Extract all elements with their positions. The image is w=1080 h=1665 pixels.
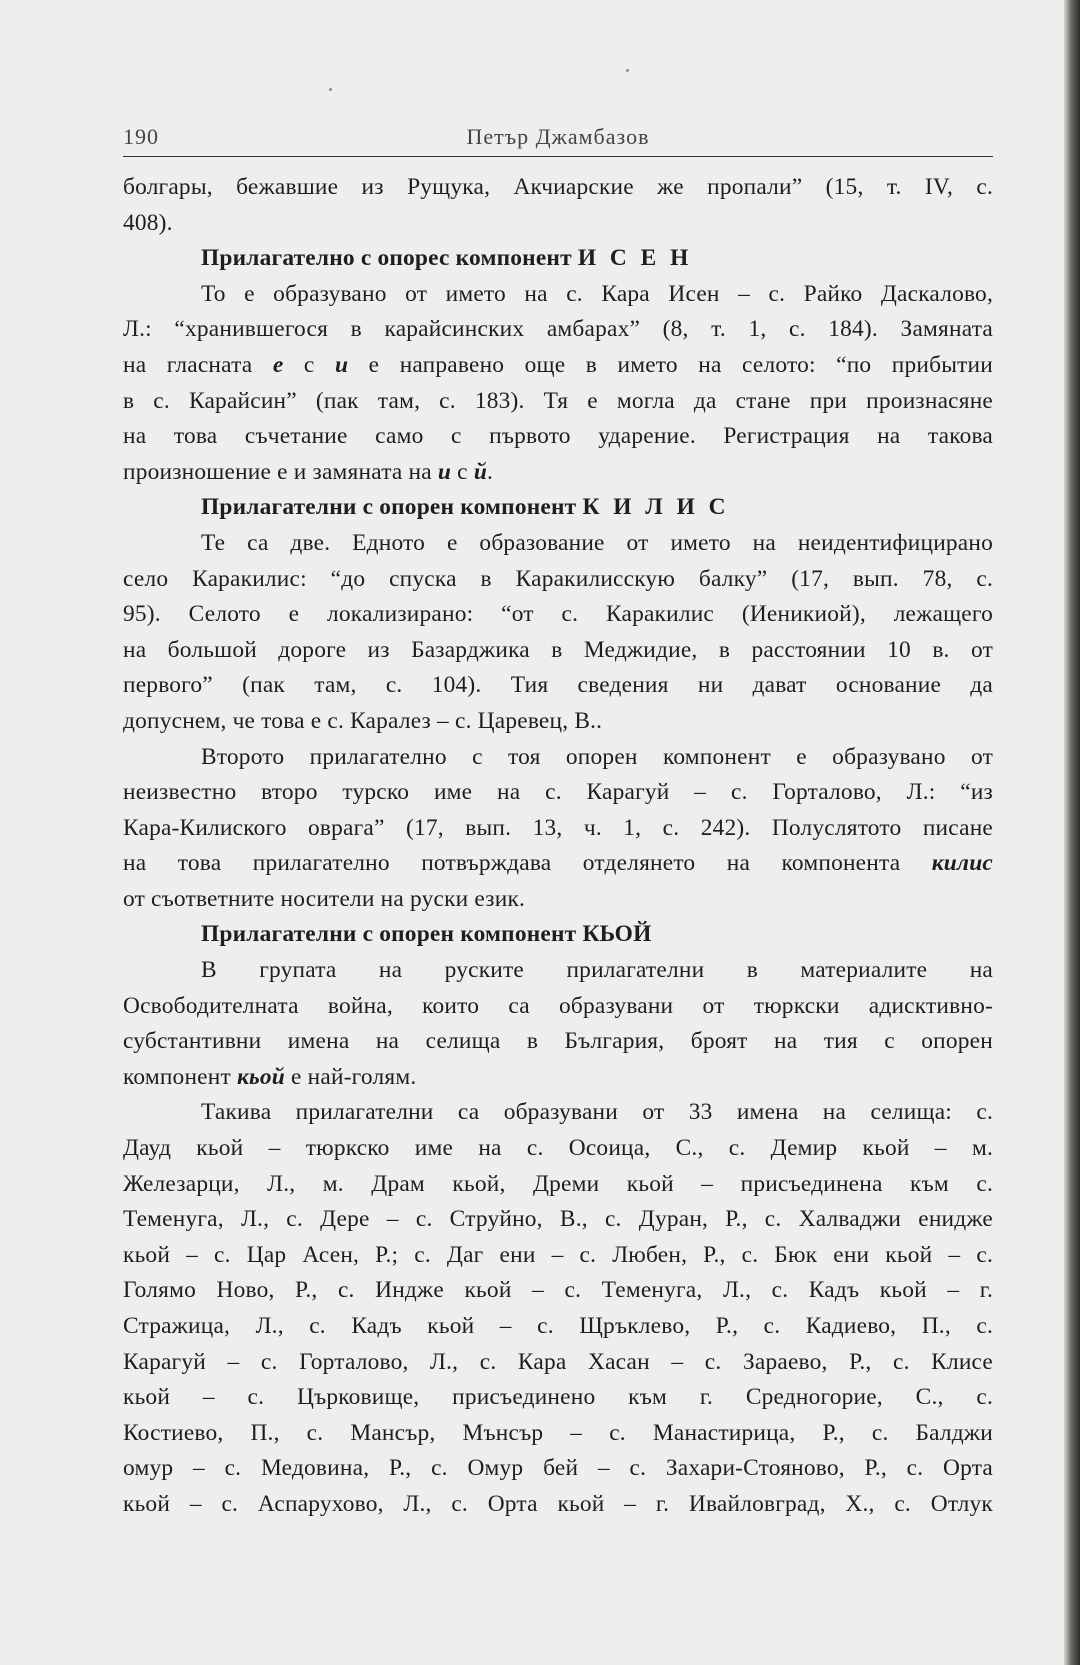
text-line: Железарци, Л., м. Драм кьой, Дреми кьой – присъединена към с.	[123, 1170, 993, 1197]
text-line: Дауд кьой – тюркско име на с. Осоица, С., с. Демир кьой – м.	[123, 1135, 993, 1162]
heading-key: КЬОЙ	[582, 921, 652, 948]
running-title: Петър Джамбазов	[466, 124, 650, 149]
page-number: 190	[123, 124, 159, 149]
text-line: Те са две. Едното е образование от името на неидентифицирано	[201, 529, 993, 556]
text-line: от съответните носители на руски език.	[123, 885, 526, 912]
text-line: компонент кьой е най-голям.	[123, 1063, 417, 1090]
section-heading-isen	[123, 241, 993, 277]
section-heading-koy	[123, 917, 993, 953]
text-line: на большой дороге из Базарджика в Меджидие, в расстоянии 10 в. от	[123, 636, 993, 663]
text-line: допуснем, че това е с. Каралез – с. Царевец, В..	[123, 707, 603, 734]
body-text	[123, 170, 993, 1523]
heading-text: Прилагателно с опорес компонент	[201, 245, 572, 272]
text-line: на това съчетание само с първото ударение. Регистрация на такова	[123, 423, 993, 450]
text-line: на това прилагателно потвърждава отделянето на компонента килис	[123, 850, 993, 877]
speck	[626, 69, 629, 72]
text-line: кьой – с. Църковище, присъединено към г. Средногорие, С., с.	[123, 1384, 993, 1411]
text-line: кьой – с. Аспарухово, Л., с. Орта кьой – г. Ивайловград, Х., с. Отлук	[123, 1490, 993, 1517]
text-line: на гласната е с и е направено още в името на селото: “по прибытии	[123, 351, 993, 378]
heading-text: Прилагателни с опорен компонент	[201, 921, 577, 948]
speck	[329, 88, 332, 91]
heading-key: К И Л И С	[582, 494, 730, 521]
paragraph-kilis-1	[123, 526, 993, 740]
text-line: Костиево, П., с. Мансър, Мънсър – с. Манастирица, Р., с. Балджи	[123, 1419, 993, 1446]
paragraph-isen	[123, 277, 993, 491]
text-line: Карагуй – с. Горталово, Л., с. Кара Хасан – с. Зараево, Р., с. Клисе	[123, 1348, 993, 1375]
text-line: Такива прилагателни са образувани от 33 имена на селища: с.	[201, 1099, 993, 1126]
text-line: болгары, бежавшие из Рущука, Акчиарские же пропали” (15, т. IV, с.	[123, 174, 993, 200]
text-line: неизвестно второ турско име на с. Карагуй – с. Горталово, Л.: “из	[123, 779, 993, 806]
text-line: произношение е и замяната на и с й.	[123, 458, 494, 485]
running-header	[123, 124, 993, 157]
paragraph-continuation	[123, 170, 993, 241]
heading-text: Прилагателни с опорен компонент	[201, 494, 577, 521]
text-line: кьой – с. Цар Асен, Р.; с. Даг ени – с. Любен, Р., с. Бюк ени кьой – с.	[123, 1241, 993, 1268]
text-line: 408).	[123, 209, 173, 236]
text-line: село Каракилис: “до спуска в Каракилисскую балку” (17, вып. 78, с.	[123, 565, 993, 592]
text-line: То е образувано от името на с. Кара Исен – с. Райко Даскалово,	[201, 280, 993, 307]
text-line: Второто прилагателно с тоя опорен компонент е образувано от	[201, 743, 993, 770]
text-line: Кара-Килиского оврага” (17, вып. 13, ч. 1, с. 242). Полуслятото писане	[123, 814, 993, 841]
text-line: Л.: “хранившегося в карайсинских амбарах” (8, т. 1, с. 184). Замяната	[123, 316, 993, 343]
text-line: Стражица, Л., с. Кадъ кьой – с. Щръклево, Р., с. Кадиево, П., с.	[123, 1313, 993, 1339]
paragraph-kilis-2	[123, 740, 993, 918]
page-edge-shadow	[1064, 0, 1080, 1665]
section-heading-kilis	[123, 490, 993, 526]
text-line: первого” (пак там, с. 104). Тия сведения ни дават основание да	[123, 672, 993, 699]
text-line: Освободителната война, които са образувани от тюркски адисктивно-	[123, 992, 993, 1019]
text-line: 95). Селото е локализирано: “от с. Каракилис (Иеникиой), лежащего	[123, 601, 993, 628]
paragraph-koy-1	[123, 953, 993, 1095]
text-line: субстантивни имена на селища в България, броят на тия с опорен	[123, 1028, 993, 1055]
text-line: В групата на руските прилагателни в материалите на	[201, 957, 993, 984]
text-line: омур – с. Медовина, Р., с. Омур бей – с. Захари-Стояново, Р., с. Орта	[123, 1455, 993, 1482]
text-line: Голямо Ново, Р., с. Инджe кьой – с. Теменуга, Л., с. Кадъ кьой – г.	[123, 1277, 993, 1304]
heading-key: И С Е Н	[577, 245, 693, 272]
paragraph-koy-2	[123, 1095, 993, 1522]
text-line: Теменуга, Л., с. Дере – с. Струйно, В., с. Дуран, Р., с. Халваджи енидже	[123, 1206, 993, 1233]
text-line: в с. Карайсин” (пак там, с. 183). Тя е могла да стане при произнасяне	[123, 387, 993, 414]
